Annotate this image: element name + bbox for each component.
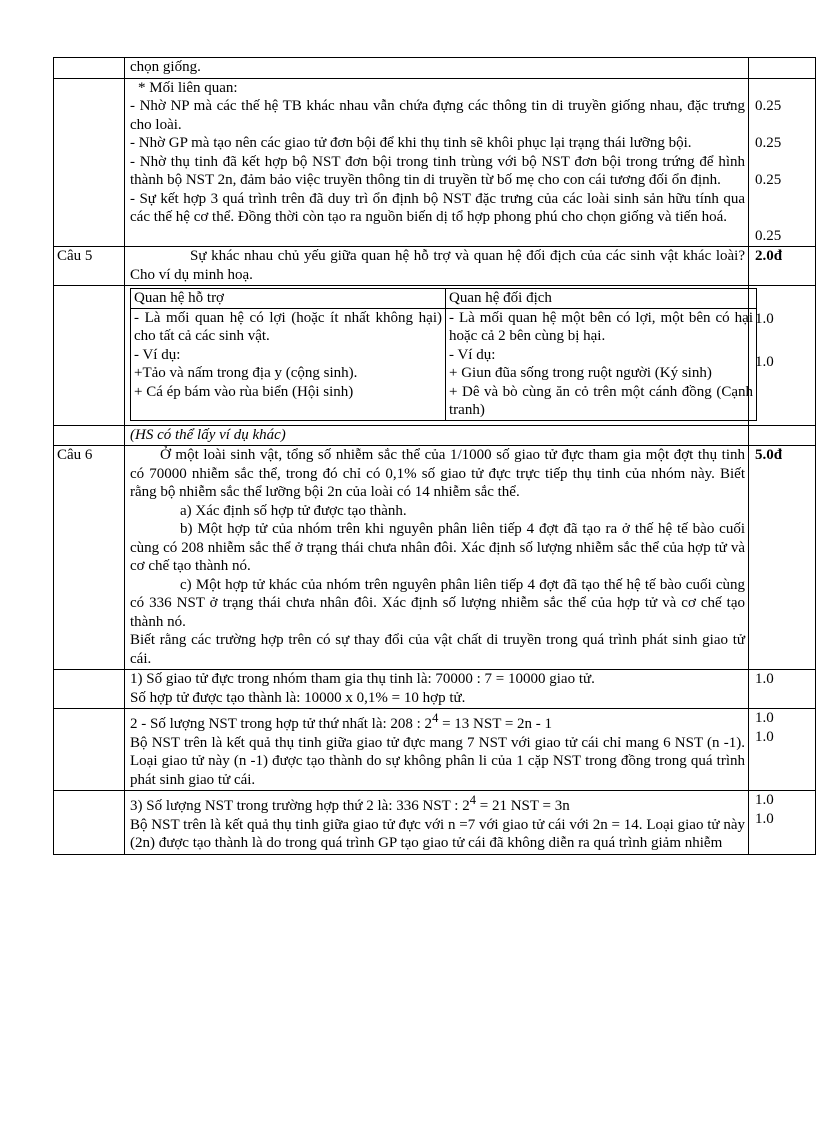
table-row	[54, 247, 816, 286]
content-text: chọn giống.	[130, 59, 201, 75]
score-value: 0.25	[755, 227, 782, 244]
answer-item: - Nhờ NP mà các thế hệ TB khác nhau vẫn chứa đựng các thông tin di truyền giống nhau, đặc trưng cho loài.	[130, 98, 745, 133]
score-value: 0.25	[755, 98, 782, 114]
content-cell	[125, 709, 749, 791]
cell-line: - Là mối quan hệ một bên có lợi, một bên có hại hoặc cả 2 bên cùng bị hại.	[449, 309, 753, 344]
table-row	[54, 709, 816, 791]
content-cell	[125, 670, 749, 709]
question-label: Câu 6	[54, 446, 125, 670]
opposition-column	[446, 308, 757, 420]
question-cell	[54, 670, 125, 709]
section-heading: * Mối liên quan:	[138, 79, 238, 96]
table-row	[54, 446, 816, 670]
score-value: 1.0	[749, 670, 816, 709]
cell-line: + Cá ép bám vào rùa biển (Hội sinh)	[134, 383, 354, 400]
table-row	[54, 791, 816, 855]
question-text: Sự khác nhau chủ yếu giữa quan hệ hỗ trợ và quan hệ đối địch của các sinh vật khác loài? Cho ví dụ minh hoạ.	[130, 248, 745, 283]
score-value: 1.0	[755, 710, 774, 726]
question-points: 5.0đ	[749, 446, 816, 670]
content-cell	[125, 78, 749, 247]
question-text: Ở một loài sinh vật, tổng số nhiễm sắc thể của 1/1000 số giao tử đực tham gia một đợt thụ tinh có 70000 nhiễm sắc thể, trong đó chỉ có 0,1% số giao tử đực trực tiếp thụ tinh của nhóm này. Biết rằng bộ nhiễm sắc thể lưỡng bội 2n của loài có 14 nhiễm sắc thể.	[130, 447, 745, 500]
score-cell	[749, 58, 816, 79]
answer-line: 3) Số lượng NST trong trường hợp thứ 2 là: 336 NST : $2^4 = 21$ NST = 3n	[130, 793, 570, 814]
question-cell	[54, 78, 125, 247]
answer-explanation: Bộ NST trên là kết quả thụ tinh giữa giao tử đực với n =7 với giao tử cái với 2n = 14. Loại giao tử này (2n) được tạo thành là do trong quá trình GP tạo giao tử cái đã không diễn ra quá trình giảm nhiễm	[130, 816, 745, 851]
answer-line: 2 - Số lượng NST trong hợp tử thứ nhất là: 208 : $2^4 = 13$ NST = 2n - 1	[130, 711, 553, 732]
cell-line: +Tảo và nấm trong địa y (cộng sinh).	[134, 365, 358, 381]
answer-line: Số hợp tử được tạo thành là: 10000 x 0,1% = 10 hợp tử.	[130, 689, 466, 706]
answer-item: - Sự kết hợp 3 quá trình trên đã duy trì ổn định bộ NST đặc trưng của các loài sinh sản hữu tính qua các thế hệ cơ thể. Đồng thời còn tạo ra nguồn biến dị tổ hợp phong phú cho chọn giống và tiến hoá.	[130, 190, 745, 225]
answer-line: 1) Số giao tử đực trong nhóm tham gia thụ tinh là: 70000 : 7 = 10000 giao tử.	[130, 671, 595, 687]
score-value: 1.0	[755, 311, 774, 327]
note-text: (HS có thể lấy ví dụ khác)	[130, 426, 286, 443]
table-row	[54, 425, 816, 446]
table-row	[54, 58, 816, 79]
answer-table	[53, 57, 816, 855]
answer-item: - Nhờ thụ tinh đã kết hợp bộ NST đơn bội trong tinh trùng với bộ NST đơn bội trong trứng để hình thành bộ NST 2n, đảm bảo việc truyền thông tin di truyền từ bố mẹ cho con cái tương đối ổn định.	[130, 153, 745, 188]
score-value: 0.25	[755, 172, 782, 188]
question-note: Biết rằng các trường hợp trên có sự thay đổi của vật chất di truyền trong quá trình phát sinh giao tử cái.	[130, 632, 745, 667]
column-header: Quan hệ hỗ trợ	[131, 289, 446, 309]
answer-key-document	[53, 57, 816, 855]
score-cell	[749, 425, 816, 446]
score-value: 1.0	[755, 354, 774, 370]
score-value: 0.25	[755, 135, 782, 151]
sub-question-c: c) Một hợp tử khác của nhóm trên nguyên phân liên tiếp 4 đợt đã tạo thế hệ tế bào cuối cùng có 336 NST ở trạng thái chưa nhân đôi. Xác định số lượng nhiễm sắc thể của hợp tử và cơ chế tạo thành nó.	[130, 576, 745, 630]
question-cell	[54, 709, 125, 791]
content-cell	[125, 791, 749, 855]
question-text-cell	[125, 446, 749, 670]
exponent: 4	[432, 711, 439, 725]
question-points: 2.0đ	[749, 247, 816, 286]
question-text-cell	[125, 247, 749, 286]
score-value: 1.0	[755, 792, 774, 808]
cell-line: + Dê và bò cùng ăn cỏ trên một cánh đồng (Cạnh tranh)	[449, 383, 753, 418]
score-value: 1.0	[755, 728, 774, 745]
score-cell	[749, 709, 816, 791]
table-row	[54, 78, 816, 247]
answer-item: - Nhờ GP mà tạo nên các giao tử đơn bội để khi thụ tinh sẽ khôi phục lại trạng thái lưỡng bội.	[130, 135, 692, 151]
sub-question-b: b) Một hợp tử của nhóm trên khi nguyên phân liên tiếp 4 đợt đã tạo ra ở thế hệ tế bào cuối cùng có 208 nhiễm sắc thể ở trạng thái chưa nhân đôi. Xác định số lượng nhiễm sắc thể của hợp tử và cơ chế tạo thành nó.	[130, 521, 745, 574]
question-cell	[54, 58, 125, 79]
note-cell	[125, 425, 749, 446]
score-cell	[749, 791, 816, 855]
table-row	[54, 670, 816, 709]
cell-line: + Giun đũa sống trong ruột người (Ký sinh)	[449, 365, 712, 381]
answer-explanation: Bộ NST trên là kết quả thụ tinh giữa giao tử đực mang 7 NST với giao tử cái chỉ mang 6 NST (n -1). Loại giao tử này (n -1) được tạo thành do sự không phân li của 1 cặp NST trong đồng trong quá trình phát sinh giao tử cái.	[130, 734, 745, 788]
cell-line: - Là mối quan hệ có lợi (hoặc ít nhất không hại) cho tất cả các sinh vật.	[134, 309, 442, 344]
content-cell	[125, 58, 749, 79]
column-header: Quan hệ đối địch	[446, 289, 757, 309]
support-column	[131, 308, 446, 420]
question-label: Câu 5	[54, 247, 125, 286]
score-cell	[749, 286, 816, 426]
score-cell	[749, 78, 816, 247]
question-cell	[54, 425, 125, 446]
cell-line: - Ví dụ:	[449, 346, 496, 363]
comparison-table	[130, 288, 757, 421]
exponent: 4	[469, 793, 476, 807]
question-cell	[54, 286, 125, 426]
content-cell	[125, 286, 753, 426]
cell-line: - Ví dụ:	[134, 346, 181, 363]
table-row	[54, 286, 816, 426]
sub-question-a: a) Xác định số hợp tử được tạo thành.	[180, 502, 407, 519]
question-cell	[54, 791, 125, 855]
score-value: 1.0	[755, 810, 774, 827]
